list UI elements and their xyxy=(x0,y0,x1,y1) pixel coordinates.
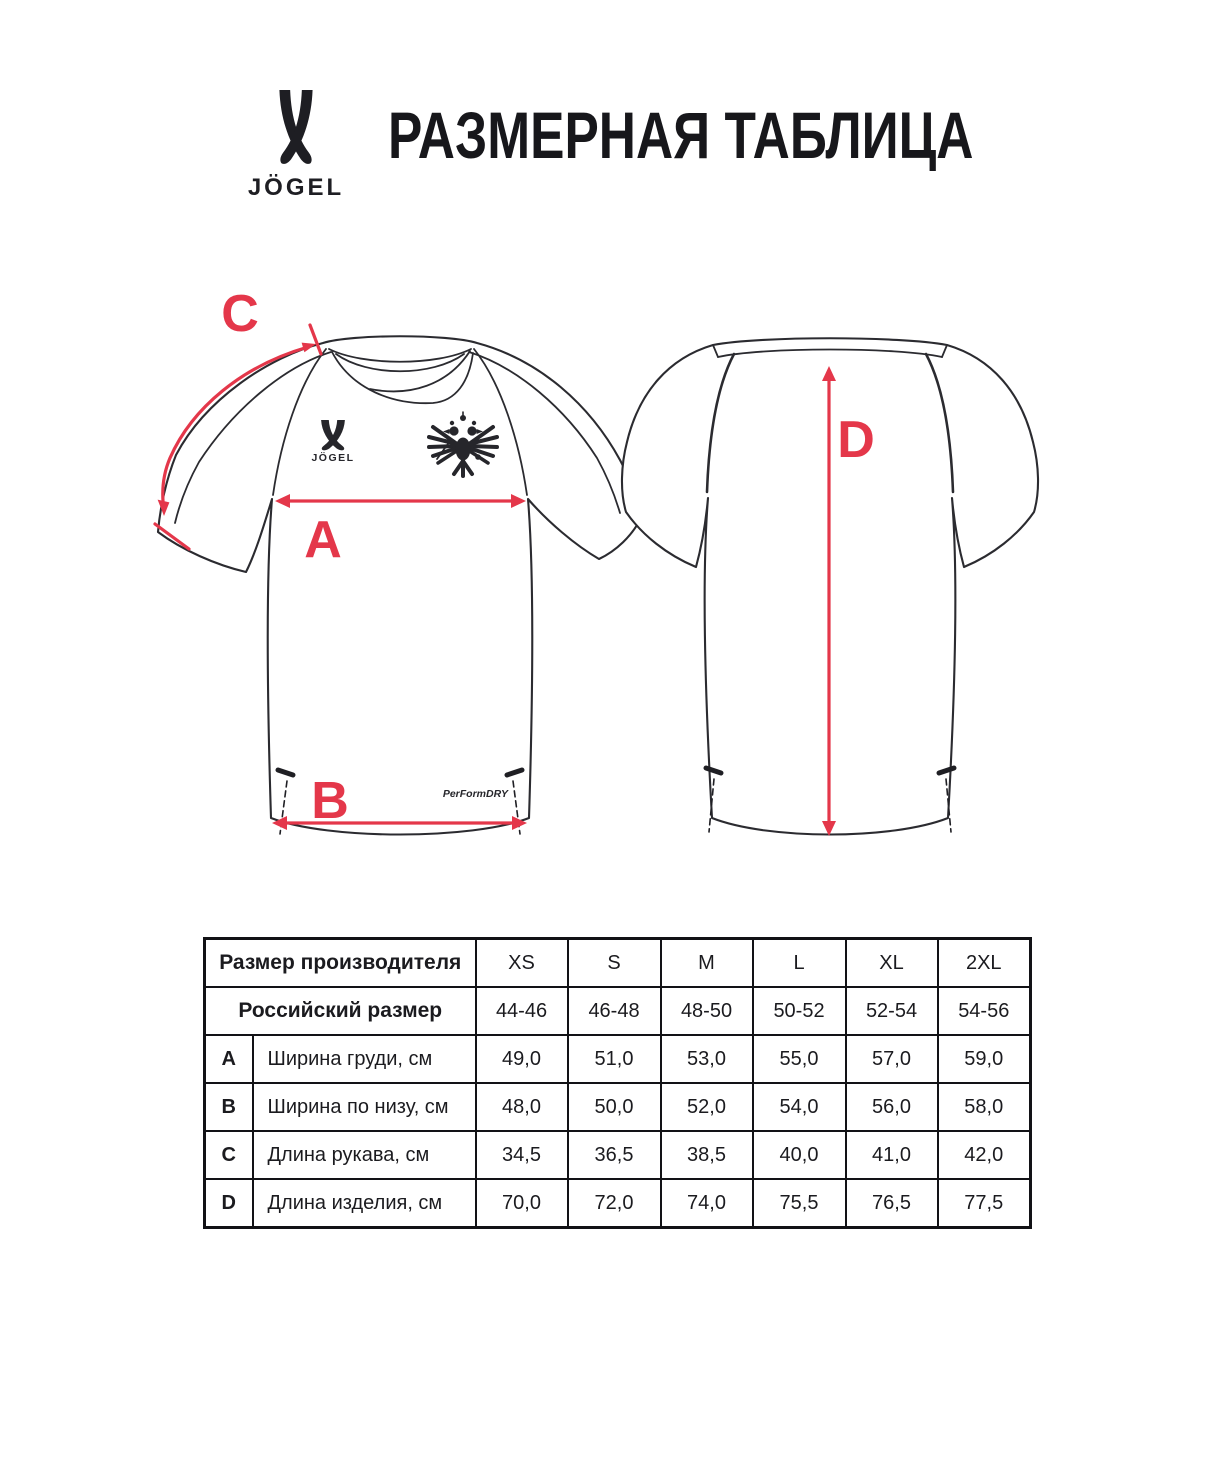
size-cell: 46-48 xyxy=(568,987,661,1035)
value-cell: 51,0 xyxy=(568,1035,661,1083)
value-cell: 59,0 xyxy=(938,1035,1031,1083)
row-label: Длина рукава, см xyxy=(253,1131,476,1179)
row-label: Длина изделия, см xyxy=(253,1179,476,1228)
value-cell: 40,0 xyxy=(753,1131,846,1179)
value-cell: 49,0 xyxy=(476,1035,568,1083)
size-cell: 44-46 xyxy=(476,987,568,1035)
manufacturer-size-header: Размер производителя xyxy=(205,939,476,988)
value-cell: 70,0 xyxy=(476,1179,568,1228)
size-cell: XS xyxy=(476,939,568,988)
size-cell: 52-54 xyxy=(846,987,938,1035)
size-cell: XL xyxy=(846,939,938,988)
value-cell: 77,5 xyxy=(938,1179,1031,1228)
measure-label-d: D xyxy=(837,411,875,469)
value-cell: 75,5 xyxy=(753,1179,846,1228)
value-cell: 76,5 xyxy=(846,1179,938,1228)
value-cell: 54,0 xyxy=(753,1083,846,1131)
brand-wordmark: JÖGEL xyxy=(247,174,345,201)
value-cell: 72,0 xyxy=(568,1179,661,1228)
value-cell: 50,0 xyxy=(568,1083,661,1131)
table-row-garment-length xyxy=(205,1179,1031,1228)
value-cell: 53,0 xyxy=(661,1035,753,1083)
row-label: Ширина груди, см xyxy=(253,1035,476,1083)
value-cell: 56,0 xyxy=(846,1083,938,1131)
brand-logo xyxy=(240,84,360,204)
value-cell: 41,0 xyxy=(846,1131,938,1179)
measure-label-c: C xyxy=(221,285,259,343)
russian-size-header: Российский размер xyxy=(205,987,476,1035)
table-row-sleeve-length xyxy=(205,1131,1031,1179)
value-cell: 48,0 xyxy=(476,1083,568,1131)
table-row-bottom-width xyxy=(205,1083,1031,1131)
value-cell: 55,0 xyxy=(753,1035,846,1083)
measure-label-a: A xyxy=(304,511,342,569)
size-table xyxy=(203,937,1032,1229)
row-label: Ширина по низу, см xyxy=(253,1083,476,1131)
size-cell: S xyxy=(568,939,661,988)
jogel-logo-icon xyxy=(268,90,324,168)
size-cell: 48-50 xyxy=(661,987,753,1035)
value-cell: 74,0 xyxy=(661,1179,753,1228)
page-title: РАЗМЕРНАЯ ТАБЛИЦА xyxy=(388,98,974,172)
jogel-chest-wordmark: JÖGEL xyxy=(311,452,355,464)
size-diagram xyxy=(0,280,1230,900)
table-row-russian-sizes xyxy=(205,987,1031,1035)
size-cell: L xyxy=(753,939,846,988)
row-letter: D xyxy=(205,1179,253,1228)
table-row-chest-width xyxy=(205,1035,1031,1083)
value-cell: 52,0 xyxy=(661,1083,753,1131)
size-cell: M xyxy=(661,939,753,988)
value-cell: 42,0 xyxy=(938,1131,1031,1179)
size-cell: 50-52 xyxy=(753,987,846,1035)
front-shirt-drawing xyxy=(158,336,641,834)
row-letter: C xyxy=(205,1131,253,1179)
performdry-label: PerFormDRY xyxy=(442,788,508,800)
measure-label-b: B xyxy=(311,772,349,830)
row-letter: A xyxy=(205,1035,253,1083)
value-cell: 34,5 xyxy=(476,1131,568,1179)
value-cell: 58,0 xyxy=(938,1083,1031,1131)
value-cell: 36,5 xyxy=(568,1131,661,1179)
table-row-manufacturer-sizes xyxy=(205,939,1031,988)
value-cell: 38,5 xyxy=(661,1131,753,1179)
size-cell: 2XL xyxy=(938,939,1031,988)
row-letter: B xyxy=(205,1083,253,1131)
value-cell: 57,0 xyxy=(846,1035,938,1083)
size-cell: 54-56 xyxy=(938,987,1031,1035)
